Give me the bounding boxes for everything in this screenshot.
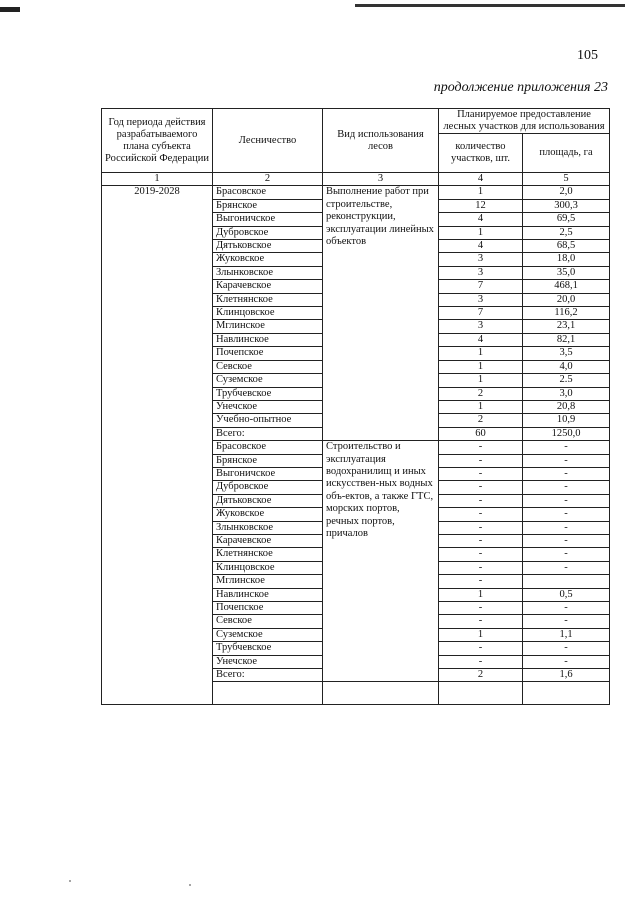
plot-area: - bbox=[523, 508, 610, 521]
plot-area: 82,1 bbox=[523, 333, 610, 346]
plot-count: 3 bbox=[439, 293, 523, 306]
column-number: 2 bbox=[213, 173, 323, 186]
forestry-name: Брасовское bbox=[213, 441, 323, 454]
header-year-period: Год периода действия разрабатываемого плана субъекта Российской Федерации bbox=[102, 109, 213, 173]
header-forestry: Лесничество bbox=[213, 109, 323, 173]
forestry-name: Трубчевское bbox=[213, 642, 323, 655]
plot-count: - bbox=[439, 615, 523, 628]
scan-line bbox=[355, 4, 625, 7]
total-area: 1250,0 bbox=[523, 427, 610, 440]
column-number: 4 bbox=[439, 173, 523, 186]
forestry-name: Карачевское bbox=[213, 534, 323, 547]
forestry-name: Почепское bbox=[213, 602, 323, 615]
forest-plots-table bbox=[101, 108, 610, 705]
plot-count: 1 bbox=[439, 400, 523, 413]
plot-count: 1 bbox=[439, 347, 523, 360]
plot-area: 1,1 bbox=[523, 628, 610, 641]
plot-count: 4 bbox=[439, 213, 523, 226]
empty-cell bbox=[523, 682, 610, 705]
plot-area: 2,0 bbox=[523, 186, 610, 199]
plot-count: - bbox=[439, 494, 523, 507]
forestry-name: Карачевское bbox=[213, 280, 323, 293]
plot-count: 2 bbox=[439, 387, 523, 400]
header-area: площадь, га bbox=[523, 134, 610, 173]
plot-count: - bbox=[439, 508, 523, 521]
plot-count: 12 bbox=[439, 199, 523, 212]
forestry-name: Клинцовское bbox=[213, 561, 323, 574]
plot-count: 1 bbox=[439, 588, 523, 601]
header-plot-count: количество участков, шт. bbox=[439, 134, 523, 173]
plot-count: 1 bbox=[439, 186, 523, 199]
plot-count: 3 bbox=[439, 266, 523, 279]
plot-area: - bbox=[523, 548, 610, 561]
table-body bbox=[102, 186, 610, 705]
forestry-name: Жуковское bbox=[213, 253, 323, 266]
forestry-name: Клинцовское bbox=[213, 307, 323, 320]
plot-count: 1 bbox=[439, 374, 523, 387]
plot-count: 3 bbox=[439, 253, 523, 266]
plot-area bbox=[523, 575, 610, 588]
plot-area: 20,0 bbox=[523, 293, 610, 306]
plot-count: - bbox=[439, 548, 523, 561]
plot-count: 1 bbox=[439, 360, 523, 373]
forestry-name: Злынковское bbox=[213, 266, 323, 279]
forestry-name: Дятьковское bbox=[213, 240, 323, 253]
plot-area: - bbox=[523, 615, 610, 628]
plot-area: - bbox=[523, 534, 610, 547]
plot-count: - bbox=[439, 602, 523, 615]
plot-area: 20,8 bbox=[523, 400, 610, 413]
plot-area: 300,3 bbox=[523, 199, 610, 212]
forestry-name: Суземское bbox=[213, 374, 323, 387]
forestry-name: Навлинское bbox=[213, 588, 323, 601]
plot-area: - bbox=[523, 642, 610, 655]
forestry-name: Выгоничское bbox=[213, 467, 323, 480]
forestry-name: Мглинское bbox=[213, 575, 323, 588]
total-area: 1,6 bbox=[523, 669, 610, 682]
forestry-name: Учебно-опытное bbox=[213, 414, 323, 427]
plot-count: - bbox=[439, 481, 523, 494]
plot-count: 1 bbox=[439, 628, 523, 641]
forestry-name: Злынковское bbox=[213, 521, 323, 534]
plot-count: - bbox=[439, 561, 523, 574]
plot-area: 35,0 bbox=[523, 266, 610, 279]
plot-area: 3,5 bbox=[523, 347, 610, 360]
plot-count: 4 bbox=[439, 333, 523, 346]
plot-area: 468,1 bbox=[523, 280, 610, 293]
forestry-name: Дубровское bbox=[213, 226, 323, 239]
forestry-name: Клетнянское bbox=[213, 548, 323, 561]
plot-area: 69,5 bbox=[523, 213, 610, 226]
plot-area: - bbox=[523, 454, 610, 467]
scan-speck bbox=[69, 880, 71, 882]
plot-area: - bbox=[523, 521, 610, 534]
plot-count: 7 bbox=[439, 280, 523, 293]
forestry-name: Унечское bbox=[213, 655, 323, 668]
plot-area: 4,0 bbox=[523, 360, 610, 373]
page-number: 105 bbox=[577, 48, 598, 63]
forestry-name: Дубровское bbox=[213, 481, 323, 494]
plot-count: - bbox=[439, 534, 523, 547]
scan-speck bbox=[189, 884, 191, 886]
forestry-name: Унечское bbox=[213, 400, 323, 413]
plot-area: - bbox=[523, 481, 610, 494]
total-label: Всего: bbox=[213, 427, 323, 440]
plot-count: 3 bbox=[439, 320, 523, 333]
header-planned-provision: Планируемое предоставление лесных участков для использования bbox=[439, 109, 610, 134]
plot-area: 0,5 bbox=[523, 588, 610, 601]
column-number: 1 bbox=[102, 173, 213, 186]
plot-area: 116,2 bbox=[523, 307, 610, 320]
column-number: 5 bbox=[523, 173, 610, 186]
plot-count: 2 bbox=[439, 414, 523, 427]
forestry-name: Мглинское bbox=[213, 320, 323, 333]
forestry-name: Навлинское bbox=[213, 333, 323, 346]
plot-area: 68,5 bbox=[523, 240, 610, 253]
plot-count: 1 bbox=[439, 226, 523, 239]
forestry-name: Клетнянское bbox=[213, 293, 323, 306]
plot-area: 23,1 bbox=[523, 320, 610, 333]
plot-area: - bbox=[523, 494, 610, 507]
total-count: 2 bbox=[439, 669, 523, 682]
empty-cell bbox=[439, 682, 523, 705]
plot-area: 2.5 bbox=[523, 374, 610, 387]
forestry-name: Выгоничское bbox=[213, 213, 323, 226]
plot-area: - bbox=[523, 602, 610, 615]
plot-count: - bbox=[439, 467, 523, 480]
plot-count: - bbox=[439, 454, 523, 467]
plot-area: - bbox=[523, 441, 610, 454]
plot-count: - bbox=[439, 441, 523, 454]
forestry-name: Севское bbox=[213, 615, 323, 628]
forestry-name: Жуковское bbox=[213, 508, 323, 521]
total-count: 60 bbox=[439, 427, 523, 440]
plot-area: 3,0 bbox=[523, 387, 610, 400]
plot-area: - bbox=[523, 561, 610, 574]
forestry-name: Трубчевское bbox=[213, 387, 323, 400]
column-number: 3 bbox=[323, 173, 439, 186]
forestry-name: Севское bbox=[213, 360, 323, 373]
forestry-name: Брянское bbox=[213, 454, 323, 467]
table-row bbox=[102, 186, 610, 199]
empty-cell bbox=[323, 682, 439, 705]
period-cell: 2019-2028 bbox=[102, 186, 213, 705]
plot-count: 7 bbox=[439, 307, 523, 320]
forestry-name: Дятьковское bbox=[213, 494, 323, 507]
plot-area: - bbox=[523, 655, 610, 668]
plot-area: 2,5 bbox=[523, 226, 610, 239]
plot-area: 18,0 bbox=[523, 253, 610, 266]
plot-count: - bbox=[439, 655, 523, 668]
plot-area: 10,9 bbox=[523, 414, 610, 427]
forestry-name: Брасовское bbox=[213, 186, 323, 199]
usage-type-cell: Выполнение работ при строительстве, реконструкции, эксплуатации линейных объектов bbox=[323, 186, 439, 441]
usage-type-cell: Строительство и эксплуатация водохранилищ и иных искусствен-ных водных объ-ектов, а также ГТС, морских портов, речных портов, причалов bbox=[323, 441, 439, 682]
continuation-label: продолжение приложения 23 bbox=[433, 80, 608, 95]
scan-mark bbox=[0, 7, 20, 12]
plot-area: - bbox=[523, 467, 610, 480]
forestry-name: Суземское bbox=[213, 628, 323, 641]
header-usage-type: Вид использования лесов bbox=[323, 109, 439, 173]
plot-count: - bbox=[439, 642, 523, 655]
total-label: Всего: bbox=[213, 669, 323, 682]
plot-count: 4 bbox=[439, 240, 523, 253]
forestry-name: Почепское bbox=[213, 347, 323, 360]
plot-count: - bbox=[439, 575, 523, 588]
forestry-name: Брянское bbox=[213, 199, 323, 212]
empty-cell bbox=[213, 682, 323, 705]
plot-count: - bbox=[439, 521, 523, 534]
